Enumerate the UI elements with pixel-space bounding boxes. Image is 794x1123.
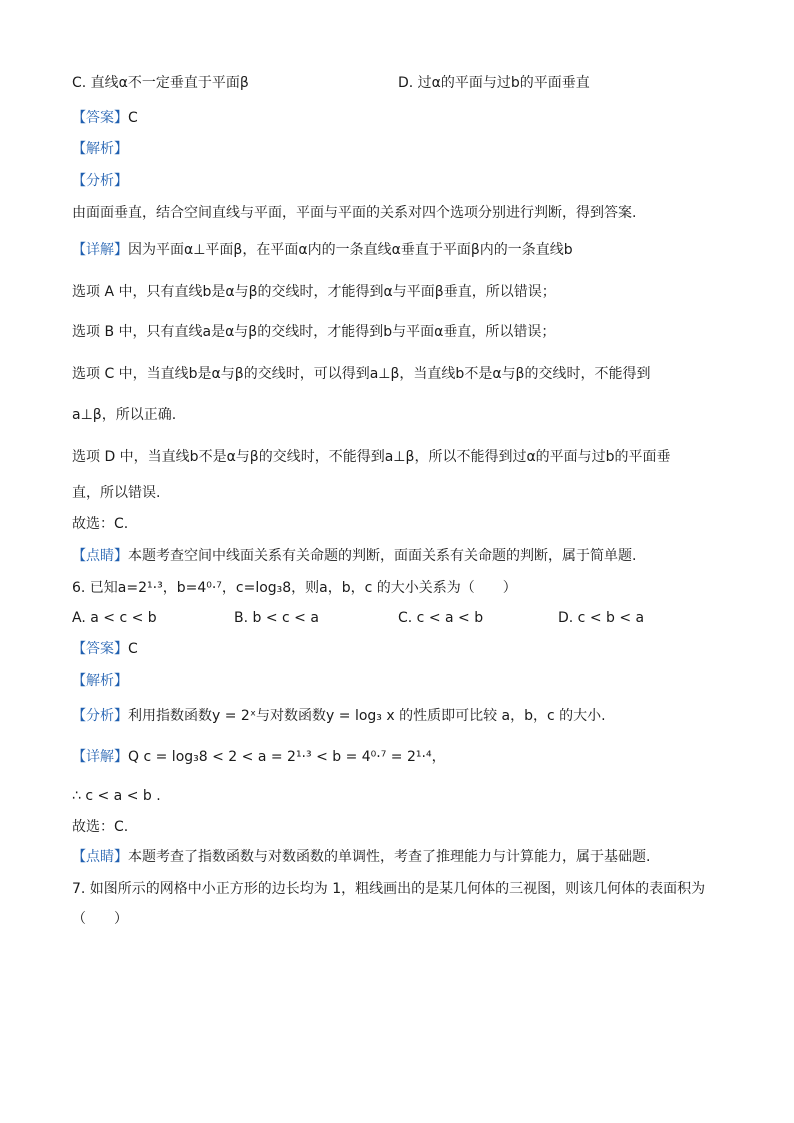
- q5-option-b-analysis: 选项 B 中，只有直线a是α与β的交线时，才能得到b与平面α垂直，所以错误；: [72, 324, 556, 340]
- q5-option-a-analysis: 选项 A 中，只有直线b是α与β的交线时，才能得到α与平面β垂直，所以错误；: [72, 284, 556, 300]
- detail-tag: 【详解】: [72, 749, 128, 765]
- q6-stem: 6. 已知a=2¹·³，b=4⁰·⁷，c=log₃8，则a，b，c 的大小关系为（ ）: [72, 580, 517, 596]
- q6-fenxi: [72, 706, 606, 726]
- q6-option-c: C. c < a < b: [398, 610, 484, 626]
- q6-option-b: B. b < c < a: [234, 610, 319, 626]
- q5-fenxi-tag: 【分析】: [72, 173, 128, 189]
- q5-fenxi-text: 由面面垂直，结合空间直线与平面，平面与平面的关系对四个选项分别进行判断，得到答案.: [72, 205, 637, 221]
- comment-tag: 【点睛】: [72, 548, 128, 564]
- q5-option-d-analysis-1: 选项 D 中，当直线b不是α与β的交线时，不能得到a⊥β，所以不能得到过α的平面与过b的平面垂: [72, 449, 671, 465]
- q5-option-c-analysis-2: a⊥β，所以正确.: [72, 407, 177, 423]
- q5-choice: 故选：C.: [72, 516, 129, 532]
- q5-comment: [72, 546, 636, 566]
- q6-therefore: ∴ c < a < b .: [72, 788, 161, 804]
- q5-option-c: C. 直线α不一定垂直于平面β: [72, 75, 249, 91]
- q5-analysis-tag: 【解析】: [72, 141, 128, 157]
- q6-comment: [72, 847, 650, 867]
- answer-tag: 【答案】: [72, 641, 128, 657]
- q5-answer: [72, 108, 138, 128]
- detail-tag: 【详解】: [72, 242, 128, 258]
- detail-text: 因为平面α⊥平面β，在平面α内的一条直线α垂直于平面β内的一条直线b: [128, 242, 573, 258]
- q6-option-a: A. a < c < b: [72, 610, 157, 626]
- comment-tag: 【点睛】: [72, 849, 128, 865]
- q6-option-d: D. c < b < a: [558, 610, 645, 626]
- q5-option-c-analysis-1: 选项 C 中，当直线b是α与β的交线时，可以得到a⊥β，当直线b不是α与β的交线时，不能得到: [72, 366, 651, 382]
- q6-detail: [72, 747, 446, 767]
- q5-option-d-analysis-2: 直，所以错误.: [72, 485, 161, 501]
- q5-detail: [72, 240, 573, 260]
- q5-option-d: D. 过α的平面与过b的平面垂直: [398, 75, 590, 91]
- q6-answer: [72, 639, 138, 659]
- comment-text: 本题考查了指数函数与对数函数的单调性，考查了推理能力与计算能力，属于基础题.: [128, 849, 651, 865]
- fenxi-text: 利用指数函数y = 2ˣ与对数函数y = log₃ x 的性质即可比较 a，b，c 的大小.: [128, 708, 606, 724]
- comment-text: 本题考查空间中线面关系有关命题的判断，面面关系有关命题的判断，属于简单题.: [128, 548, 637, 564]
- q6-analysis-tag: 【解析】: [72, 673, 128, 689]
- answer-tag: 【答案】: [72, 110, 128, 126]
- q7-paren: （ ）: [72, 911, 128, 927]
- fenxi-tag: 【分析】: [72, 708, 128, 724]
- answer-value: C: [128, 110, 138, 126]
- detail-text: Q c = log₃8 < 2 < a = 2¹·³ < b = 4⁰·⁷ = 2¹·⁴，: [128, 749, 446, 765]
- q6-choice: 故选：C.: [72, 819, 129, 835]
- answer-value: C: [128, 641, 138, 657]
- q7-stem: 7. 如图所示的网格中小正方形的边长均为 1，粗线画出的是某几何体的三视图，则该几何体的表面积为: [72, 881, 706, 897]
